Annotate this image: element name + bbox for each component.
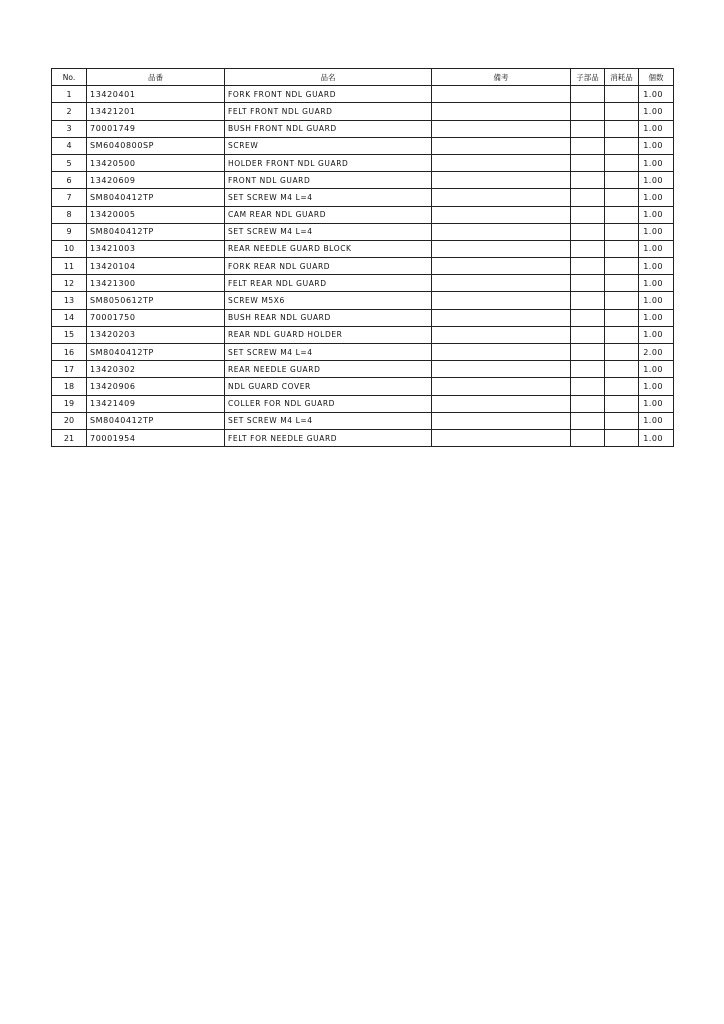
cell-quantity: 1.00 [639, 292, 674, 309]
cell-part-code: 13420609 [87, 172, 225, 189]
cell-consumables [605, 326, 639, 343]
header-part-name: 品名 [225, 69, 432, 86]
cell-sub-parts [571, 292, 605, 309]
header-no: No. [52, 69, 87, 86]
cell-sub-parts [571, 172, 605, 189]
cell-sub-parts [571, 309, 605, 326]
cell-no: 21 [52, 429, 87, 446]
cell-part-code: SM6040800SP [87, 137, 225, 154]
table-row [52, 120, 674, 137]
header-consumables: 消耗品 [605, 69, 639, 86]
table-row [52, 326, 674, 343]
cell-remarks [432, 240, 571, 257]
cell-consumables [605, 378, 639, 395]
cell-quantity: 1.00 [639, 172, 674, 189]
cell-remarks [432, 412, 571, 429]
cell-no: 15 [52, 326, 87, 343]
cell-part-code: 13420203 [87, 326, 225, 343]
cell-remarks [432, 189, 571, 206]
cell-consumables [605, 258, 639, 275]
table-row [52, 223, 674, 240]
cell-part-name: SET SCREW M4 L=4 [225, 344, 432, 361]
cell-no: 3 [52, 120, 87, 137]
cell-remarks [432, 378, 571, 395]
cell-quantity: 1.00 [639, 326, 674, 343]
cell-no: 12 [52, 275, 87, 292]
cell-part-name: BUSH FRONT NDL GUARD [225, 120, 432, 137]
cell-part-code: 13420906 [87, 378, 225, 395]
table-row [52, 240, 674, 257]
cell-no: 2 [52, 103, 87, 120]
cell-part-code: 13421201 [87, 103, 225, 120]
cell-part-name: REAR NEEDLE GUARD [225, 361, 432, 378]
table-row [52, 86, 674, 103]
table-row [52, 137, 674, 154]
cell-part-name: BUSH REAR NDL GUARD [225, 309, 432, 326]
cell-no: 18 [52, 378, 87, 395]
cell-part-name: REAR NEEDLE GUARD BLOCK [225, 240, 432, 257]
cell-part-name: FORK REAR NDL GUARD [225, 258, 432, 275]
table-row [52, 258, 674, 275]
cell-remarks [432, 429, 571, 446]
parts-table [51, 68, 674, 447]
cell-remarks [432, 86, 571, 103]
cell-quantity: 1.00 [639, 137, 674, 154]
cell-sub-parts [571, 361, 605, 378]
cell-quantity: 1.00 [639, 395, 674, 412]
cell-part-name: SET SCREW M4 L=4 [225, 189, 432, 206]
cell-quantity: 1.00 [639, 240, 674, 257]
cell-remarks [432, 344, 571, 361]
cell-consumables [605, 189, 639, 206]
header-part-code: 品番 [87, 69, 225, 86]
table-row [52, 309, 674, 326]
cell-quantity: 1.00 [639, 258, 674, 275]
cell-no: 16 [52, 344, 87, 361]
cell-remarks [432, 103, 571, 120]
cell-remarks [432, 120, 571, 137]
cell-quantity: 2.00 [639, 344, 674, 361]
cell-sub-parts [571, 189, 605, 206]
cell-sub-parts [571, 275, 605, 292]
cell-part-code: 13420500 [87, 154, 225, 171]
cell-no: 17 [52, 361, 87, 378]
cell-sub-parts [571, 206, 605, 223]
cell-no: 8 [52, 206, 87, 223]
cell-quantity: 1.00 [639, 189, 674, 206]
cell-remarks [432, 395, 571, 412]
cell-part-code: 13420104 [87, 258, 225, 275]
cell-sub-parts [571, 344, 605, 361]
cell-sub-parts [571, 137, 605, 154]
cell-no: 19 [52, 395, 87, 412]
table-row [52, 361, 674, 378]
table-row [52, 378, 674, 395]
cell-sub-parts [571, 378, 605, 395]
cell-consumables [605, 206, 639, 223]
cell-no: 7 [52, 189, 87, 206]
table-row [52, 429, 674, 446]
cell-sub-parts [571, 103, 605, 120]
cell-no: 1 [52, 86, 87, 103]
cell-part-name: SET SCREW M4 L=4 [225, 223, 432, 240]
cell-consumables [605, 86, 639, 103]
cell-remarks [432, 206, 571, 223]
table-row [52, 412, 674, 429]
table-row [52, 103, 674, 120]
cell-consumables [605, 344, 639, 361]
cell-consumables [605, 361, 639, 378]
cell-no: 13 [52, 292, 87, 309]
cell-sub-parts [571, 223, 605, 240]
cell-quantity: 1.00 [639, 429, 674, 446]
cell-part-code: 70001749 [87, 120, 225, 137]
cell-sub-parts [571, 240, 605, 257]
table-row [52, 172, 674, 189]
cell-part-name: CAM REAR NDL GUARD [225, 206, 432, 223]
cell-quantity: 1.00 [639, 378, 674, 395]
cell-consumables [605, 275, 639, 292]
header-row [52, 69, 674, 86]
cell-remarks [432, 275, 571, 292]
cell-quantity: 1.00 [639, 103, 674, 120]
cell-quantity: 1.00 [639, 120, 674, 137]
cell-no: 11 [52, 258, 87, 275]
cell-sub-parts [571, 395, 605, 412]
table-row [52, 206, 674, 223]
cell-part-code: 13421003 [87, 240, 225, 257]
cell-part-name: SCREW M5X6 [225, 292, 432, 309]
cell-part-code: 70001954 [87, 429, 225, 446]
cell-consumables [605, 395, 639, 412]
cell-remarks [432, 172, 571, 189]
cell-no: 6 [52, 172, 87, 189]
cell-part-code: SM8050612TP [87, 292, 225, 309]
cell-part-name: HOLDER FRONT NDL GUARD [225, 154, 432, 171]
cell-remarks [432, 326, 571, 343]
cell-part-name: FELT REAR NDL GUARD [225, 275, 432, 292]
cell-quantity: 1.00 [639, 361, 674, 378]
cell-remarks [432, 137, 571, 154]
cell-sub-parts [571, 120, 605, 137]
cell-consumables [605, 137, 639, 154]
cell-quantity: 1.00 [639, 309, 674, 326]
header-remarks: 備考 [432, 69, 571, 86]
cell-sub-parts [571, 258, 605, 275]
cell-no: 5 [52, 154, 87, 171]
cell-part-code: SM8040412TP [87, 189, 225, 206]
cell-remarks [432, 292, 571, 309]
cell-part-code: 13420302 [87, 361, 225, 378]
table-row [52, 275, 674, 292]
cell-no: 9 [52, 223, 87, 240]
cell-quantity: 1.00 [639, 86, 674, 103]
cell-part-name: NDL GUARD COVER [225, 378, 432, 395]
parts-list-sheet [51, 68, 673, 447]
cell-part-name: COLLER FOR NDL GUARD [225, 395, 432, 412]
header-sub-parts: 子部品 [571, 69, 605, 86]
cell-part-code: 13420401 [87, 86, 225, 103]
cell-remarks [432, 309, 571, 326]
cell-part-name: FRONT NDL GUARD [225, 172, 432, 189]
table-row [52, 395, 674, 412]
cell-part-code: 13421300 [87, 275, 225, 292]
cell-no: 10 [52, 240, 87, 257]
cell-quantity: 1.00 [639, 206, 674, 223]
table-row [52, 189, 674, 206]
cell-consumables [605, 120, 639, 137]
cell-part-code: 70001750 [87, 309, 225, 326]
cell-consumables [605, 103, 639, 120]
cell-quantity: 1.00 [639, 275, 674, 292]
table-row [52, 154, 674, 171]
cell-consumables [605, 223, 639, 240]
cell-sub-parts [571, 429, 605, 446]
cell-part-code: 13420005 [87, 206, 225, 223]
cell-consumables [605, 292, 639, 309]
table-row [52, 344, 674, 361]
cell-no: 14 [52, 309, 87, 326]
cell-sub-parts [571, 412, 605, 429]
cell-part-name: FORK FRONT NDL GUARD [225, 86, 432, 103]
cell-consumables [605, 412, 639, 429]
cell-part-name: REAR NDL GUARD HOLDER [225, 326, 432, 343]
cell-remarks [432, 223, 571, 240]
cell-quantity: 1.00 [639, 154, 674, 171]
cell-consumables [605, 154, 639, 171]
parts-table-body [52, 86, 674, 447]
header-quantity: 個数 [639, 69, 674, 86]
cell-part-name: SCREW [225, 137, 432, 154]
cell-sub-parts [571, 86, 605, 103]
cell-part-name: FELT FOR NEEDLE GUARD [225, 429, 432, 446]
table-row [52, 292, 674, 309]
cell-part-name: SET SCREW M4 L=4 [225, 412, 432, 429]
cell-remarks [432, 258, 571, 275]
cell-part-code: 13421409 [87, 395, 225, 412]
cell-sub-parts [571, 326, 605, 343]
cell-part-code: SM8040412TP [87, 223, 225, 240]
cell-quantity: 1.00 [639, 223, 674, 240]
cell-part-code: SM8040412TP [87, 412, 225, 429]
cell-part-code: SM8040412TP [87, 344, 225, 361]
cell-consumables [605, 309, 639, 326]
cell-remarks [432, 361, 571, 378]
cell-no: 4 [52, 137, 87, 154]
cell-sub-parts [571, 154, 605, 171]
cell-consumables [605, 240, 639, 257]
cell-part-name: FELT FRONT NDL GUARD [225, 103, 432, 120]
cell-remarks [432, 154, 571, 171]
cell-consumables [605, 172, 639, 189]
cell-consumables [605, 429, 639, 446]
cell-quantity: 1.00 [639, 412, 674, 429]
cell-no: 20 [52, 412, 87, 429]
